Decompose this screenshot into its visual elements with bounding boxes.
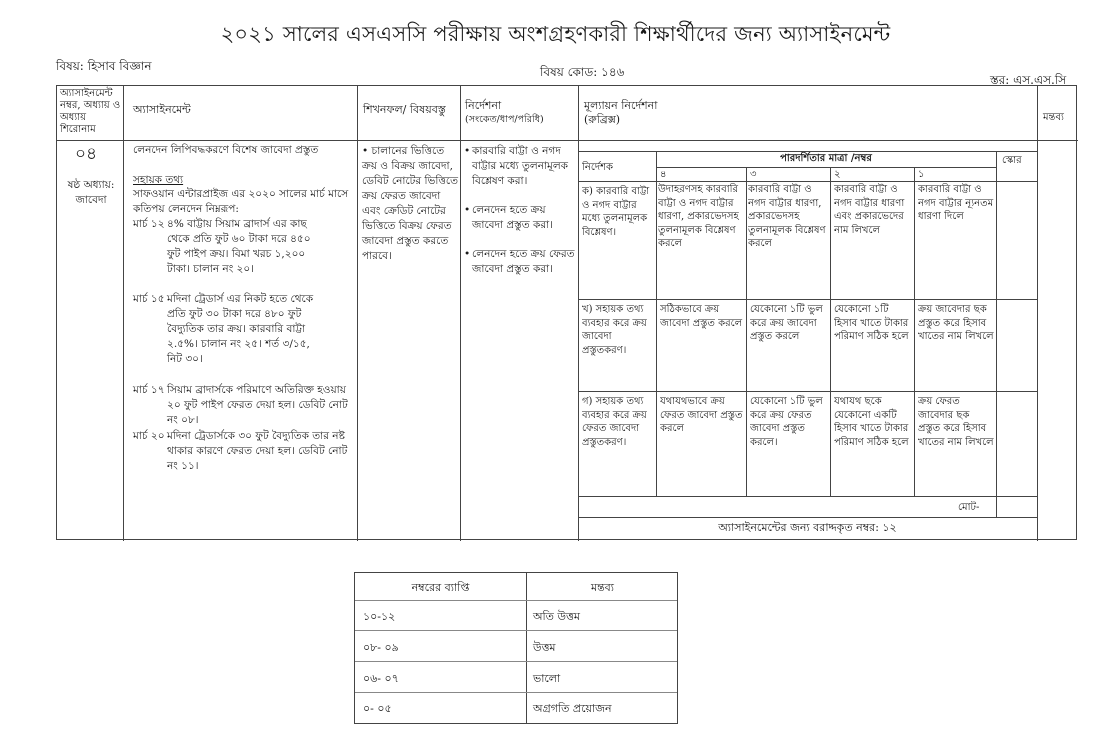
transaction-item (133, 292, 355, 383)
header-instructions-sub: (সংকেত/ধাপ/পরিধি) (465, 114, 544, 125)
rubric-criterion: খ) সহায়ক তথ্য ব্যবহার করে ক্রয় জাবেদা প্রস্তুতকরণ। (582, 304, 647, 356)
legend-remark: ভালো (533, 672, 561, 685)
header-instructions: নির্দেশনা (465, 99, 502, 112)
subject-label: বিষয়: হিসাব বিজ্ঞান (56, 59, 152, 73)
header-evaluation-sub: (রুব্রিক্স) (584, 113, 621, 126)
instruction-item: • লেনদেন হতে ক্রয় ফেরত জাবেদা প্রস্তুত করা। (464, 247, 576, 277)
transaction-item (133, 383, 355, 429)
transaction-item (133, 217, 355, 292)
legend-header-range: নম্বরের ব্যাপ্তি (411, 581, 470, 594)
transaction-date: মার্চ ১৫ (133, 293, 165, 305)
rubric-cell: যথাযথ ছকে যেকোনো একটি হিসাব খাতে টাকার পরিমাণ সঠিক হলে (834, 396, 909, 448)
header-evaluation: মূল্যায়ন নির্দেশনা (584, 99, 658, 112)
transaction-list (133, 217, 355, 475)
rubric-scale-header: পারদর্শিতার মাত্রা /নম্বর (780, 153, 872, 164)
level-label: স্তর: এস.এস.সি (990, 73, 1067, 87)
legend-remark: অতি উত্তম (533, 610, 580, 623)
rubric-level: ৪ (660, 169, 667, 180)
rubric-cell: কারবারি বাট্টা ও নগদ বাট্টার ন্যূনতম ধারণা দিলে (918, 184, 994, 222)
legend-range: ০৬- ০৭ (363, 672, 399, 685)
rubric-cell: যথাযথভাবে ক্রয় ফেরত জাবেদা প্রস্তুত করলে (660, 396, 743, 434)
rubric-cell: ক্রয় ফেরত জাবেদার ছক প্রস্তুত করে হিসাব খাতের নাম লিখলে (918, 396, 994, 448)
allotted-marks: অ্যাসাইনমেন্টের জন্য বরাদ্দকৃত নম্বর: ১২ (718, 521, 897, 534)
legend-remark: উত্তম (533, 641, 556, 654)
transaction-item (133, 429, 355, 475)
rubric-cell: উদাহরণসহ কারবারি বাট্টা ও নগদ বাট্টার ধারণা, প্রকারভেদসহ তুলনামূলক বিশ্লেষণ করলে (658, 184, 739, 249)
legend-range: ১০-১২ (363, 610, 396, 623)
rubric-level: ৩ (750, 169, 757, 180)
marks-legend-table (354, 572, 678, 724)
transaction-date: মার্চ ১২ (133, 218, 165, 230)
chapter-title: ষষ্ঠ অধ্যায়: জাবেদা (67, 179, 115, 206)
transaction-date: মার্চ ১৭ (133, 384, 165, 396)
rubric-cell: কারবারি বাট্টা ও নগদ বাট্টার ধারণা এবং প্রকারভেদের নাম লিখলে (834, 184, 905, 236)
rubric-cell: ক্রয় জাবেদার ছক প্রস্তুত করে হিসাব খাতের নাম লিখলে (918, 304, 994, 342)
info-intro: সাফওয়ান এন্টারপ্রাইজ এর ২০২০ সালের মার্চ মাসে কতিপয় লেনদেন নিম্নরূপ: (133, 188, 349, 215)
legend-range: ০৮- ০৯ (363, 641, 399, 654)
rubric-cell: যেকোনো ১টি ভুল করে ক্রয় ফেরত জাবেদা প্রস্তুত করলে। (750, 396, 823, 448)
rubric-criterion: গ) সহায়ক তথ্য ব্যবহার করে ক্রয় ফেরত জাবেদা প্রস্তুতকরণ। (582, 396, 647, 448)
instruction-item: • কারবারি বাট্টা ও নগদ বাট্টার মধ্যে তুলনামূলক বিশ্লেষণ করা। (464, 144, 576, 189)
transaction-text: মদিনা ট্রেডার্স এর নিকট হতে থেকে প্রতি ফুট ৩০ টাকা দরে ৪৮০ ফুট বৈদ্যুতিক তার ক্রয়। কারবারি বাট্টা ২.৫%। চালান নং ২৫। শর্ত ৩/১৫, নিট ৩০। (167, 293, 314, 365)
rubric-score-header: স্কোর (1002, 155, 1022, 166)
transaction-text: মদিনা ট্রেডার্সকে ৩০ ফুট বৈদ্যুতিক তার নষ্ট থাকার কারণে ফেরত দেয়া হল। ডেবিট নোট নং ১১। (167, 430, 348, 472)
assignment-task: লেনদেন লিপিবদ্ধকরণে বিশেষ জাবেদা প্রস্তুত (133, 144, 319, 156)
header-remarks: মন্তব্য (1043, 112, 1064, 123)
legend-range: ০- ০৫ (363, 702, 392, 715)
legend-remark: অগ্রগতি প্রয়োজন (533, 702, 612, 715)
rubric-criterion: ক) কারবারি বাট্টা ও নগদ বাট্টার মধ্যে তুলনামূলক বিশ্লেষণ। (582, 186, 650, 238)
rubric-level: ১ (918, 169, 925, 180)
rubric-cell: সঠিকভাবে ক্রয় জাবেদা প্রস্তুত করলে (660, 304, 743, 329)
header-assignment: অ্যাসাইনমেন্ট (133, 103, 191, 116)
learning-outcome: • চালানের ভিত্তিতে ক্রয় ও বিক্রয় জাবেদা, ডেবিট নোটের ভিত্তিতে ক্রয় ফেরত জাবেদা এবং ক্রেডিট নোটের ভিত্তিতে বিক্রয় ফেরত জাবেদা প্রস্তুত করতে পারবে। (362, 145, 458, 262)
rubric-level: ২ (834, 169, 841, 180)
instruction-list (464, 144, 576, 287)
header-learning-outcome: শিখনফল/ বিষয়বস্তু (363, 103, 446, 116)
header-assignment-number: অ্যাসাইনমেন্ট নম্বর, অধ্যায় ও অধ্যায় শিরোনাম (60, 88, 121, 135)
subject-code: বিষয় কোড: ১৪৬ (540, 65, 625, 79)
transaction-text: সিয়াম ব্রাদার্সকে পরিমাণে অতিরিক্ত হওয়ায় ২০ ফুট পাইপ ফেরত দেয়া হল। ডেবিট নোট নং ০৮। (167, 384, 348, 426)
rubric-cell: যেকোনো ১টি হিসাব খাতে টাকার পরিমাণ সঠিক হলে (834, 304, 909, 342)
rubric-table (578, 151, 1077, 539)
assignment-table (56, 85, 1077, 540)
assignment-number: ০৪ (75, 144, 98, 164)
instruction-item: • লেনদেন হতে ক্রয় জাবেদা প্রস্তুত করা। (464, 203, 576, 233)
legend-header-remark: মন্তব্য (590, 581, 614, 594)
transaction-date: মার্চ ২০ (133, 430, 165, 442)
rubric-cell: কারবারি বাট্টা ও নগদ বাট্টার ধারণা, প্রকারভেদসহ তুলনামূলক বিশ্লেষণ করলে (748, 184, 826, 249)
rubric-total-label: মোট- (958, 502, 980, 513)
transaction-text: ৪% বাট্টায় সিয়াম ব্রাদার্স এর কাছ থেকে প্রতি ফুট ৬০ টাকা দরে ৪৫০ ফুট পাইপ ক্রয়। বিমা খরচ ১,২০০ টাকা। চালান নং ২০। (167, 218, 311, 275)
rubric-criteria-header: নির্দেশক (582, 162, 614, 173)
info-title: সহায়ক তথ্য (133, 174, 184, 186)
rubric-cell: যেকোনো ১টি ভুল করে ক্রয় জাবেদা প্রস্তুত করলে (750, 304, 823, 342)
page-title: ২০২১ সালের এসএসসি পরীক্ষায় অংশগ্রহণকারী শিক্ষার্থীদের জন্য অ্যাসাইনমেন্ট (220, 22, 891, 46)
